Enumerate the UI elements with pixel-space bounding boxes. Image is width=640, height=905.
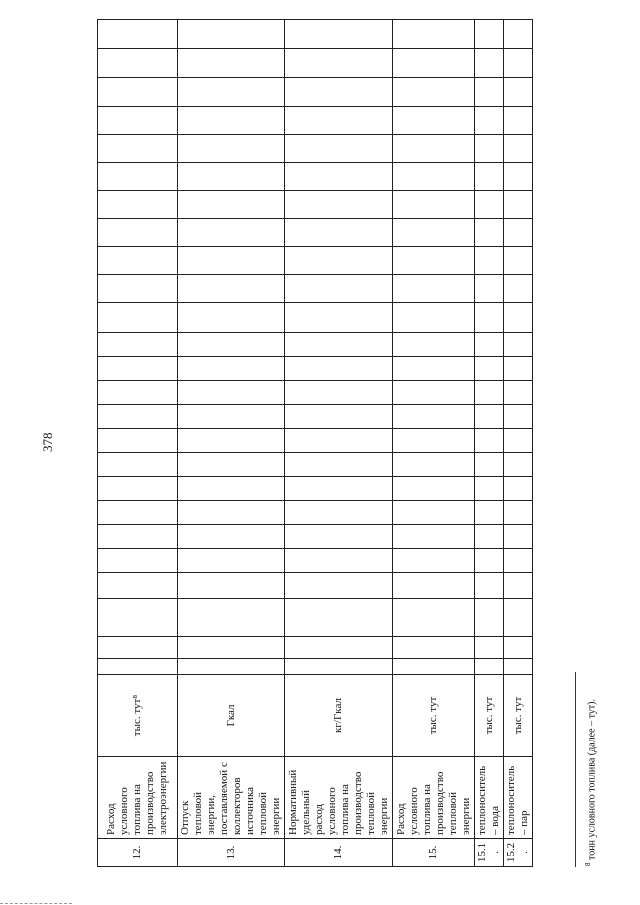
row-number: 15.1. (475, 839, 504, 867)
table-row (178, 0, 285, 867)
row-number: 13. (178, 839, 285, 867)
table-row (504, 0, 533, 867)
row-name: теплоноситель – вода (475, 757, 504, 839)
row-unit: тыс. тут (475, 675, 504, 757)
table-row (285, 0, 393, 867)
footnote-divider (575, 672, 576, 867)
row-unit: тыс. тут (504, 675, 533, 757)
footnote (582, 606, 598, 866)
data-table (97, 0, 533, 867)
table-row (393, 0, 475, 867)
table-row (98, 0, 178, 867)
row-unit: кг/Гкал (285, 675, 393, 757)
row-name: Нормативный удельный расход условного топлива на производство тепловой энергии (285, 757, 393, 839)
row-number: 15. (393, 839, 475, 867)
row-name: Расход условного топлива на производство тепловой энергии (393, 757, 475, 839)
row-unit: Гкал (178, 675, 285, 757)
row-name: Расход условного топлива на производство электроэнергии (98, 757, 178, 839)
row-number: 12. (98, 839, 178, 867)
row-unit: тыс. тут (393, 675, 475, 757)
row-name: теплоноситель – пар (504, 757, 533, 839)
table-row (475, 0, 504, 867)
row-number: 15.2. (504, 839, 533, 867)
row-name: Отпуск тепловой энергии, поставляемой с коллекторов источника тепловой энергии (178, 757, 285, 839)
row-number: 14. (285, 839, 393, 867)
row-unit: тыс. тут⁸ (98, 675, 178, 757)
footnote-text: тонн условного топлива (далее – тут). (586, 698, 598, 860)
footnote-mark: 8 (584, 862, 592, 866)
page-number: 378 (40, 432, 55, 452)
